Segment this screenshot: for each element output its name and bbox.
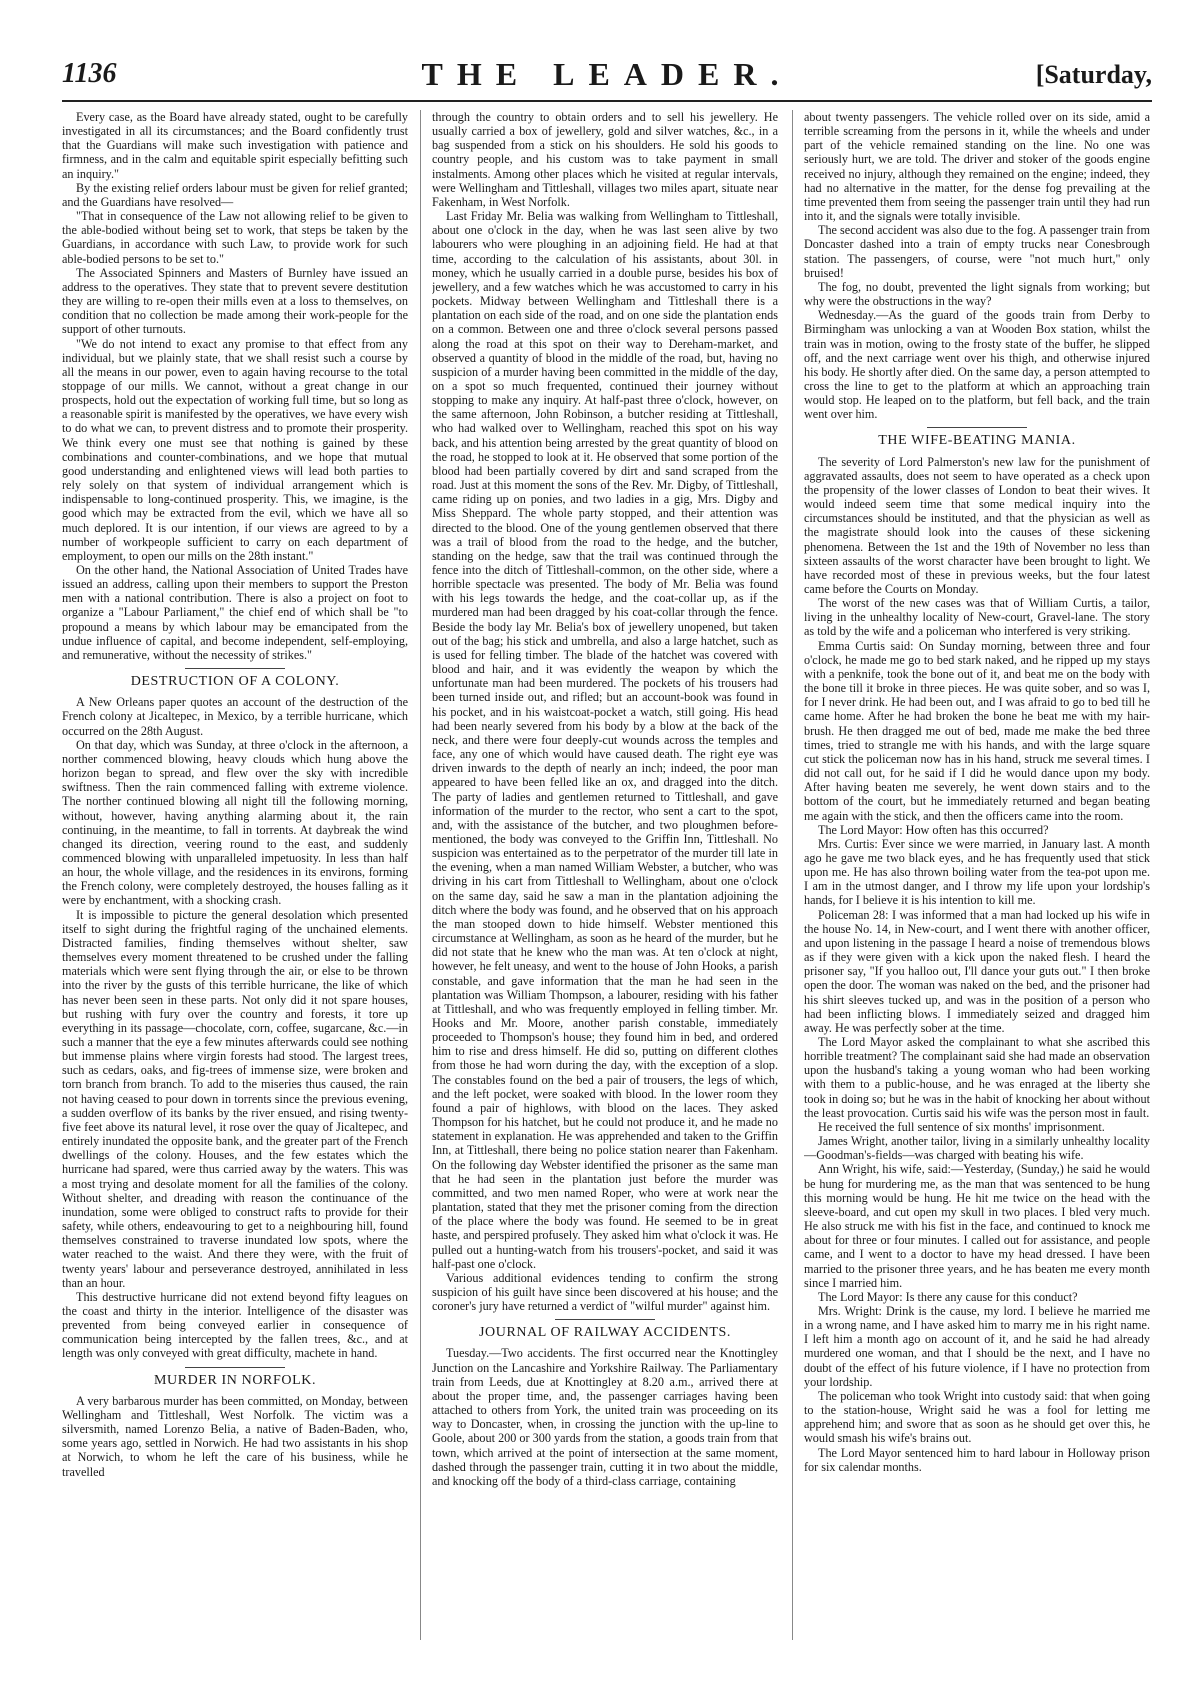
paragraph: He received the full sentence of six months' imprisonment.	[818, 1119, 1105, 1134]
newspaper-title: THE LEADER.	[421, 56, 793, 92]
paragraph: Emma Curtis said: On Sunday morning, between three and four o'clock, he made me go to bed stark naked, and he ripped up my stays with a penknife, took the bone out of it, and beat me on the body with the bone till it broke in three pieces. He was quite sober, and so was I, for I never drink. He had been out, and I was afraid to go to bed till he came home. After he had broken the bone he beat me with my hair-brush. He then dragged me out of bed, made me make the bed three times, tried to strangle me with his hands, and with the large square cut stick the policeman now has in his hand, struck me several times. I did not call out, for he said if I did he would dance upon my body. After having beaten me severely, he went down stairs and to the bottom of the court, but he immediately returned and began beating me again with the stick, and then the officers came into the room.	[804, 638, 1150, 823]
column-divider	[420, 110, 421, 1640]
paragraph: Mrs. Wright: Drink is the cause, my lord. I believe he married me in a wrong name, and I have asked him to marry me in his right name. I left him a month ago on account of it, and he said he had already murdered one woman, and that I should be the next, and I have no doubt of the effect of his future violence, if I have no protection from your lordship.	[804, 1303, 1150, 1389]
paragraph: The second accident was also due to the fog. A passenger train from Doncaster dashed into a train of empty trucks near Conesbrough station. The passengers, of course, were "not much hurt," only bruised!	[804, 223, 1150, 280]
paragraph: By the existing relief orders labour must be given for relief granted; and the Guardians have resolved—	[62, 180, 408, 209]
newspaper-page	[62, 56, 1152, 1656]
issue-day: [Saturday,	[1035, 60, 1152, 89]
paragraph: The Lord Mayor sentenced him to hard labour in Holloway prison for six calendar months.	[804, 1445, 1150, 1474]
paragraph: The severity of Lord Palmerston's new law for the punishment of aggravated assaults, does not seem to have operated as a check upon the propensity of the lower classes of London to beat their wives. It would indeed seem time that some medical inquiry into the circumstances should be instituted, and that the physician as well as the magistrate should look into the causes of these sickening phenomena. Between the 1st and the 19th of November no less than sixteen assaults of the worst character have been brought to light. We have recorded most of these in previous weeks, but the four latest came before the Courts on Monday.	[804, 454, 1150, 596]
paragraph: Last Friday Mr. Belia was walking from Wellingham to Tittleshall, about one o'clock in the day, when he was last seen alive by two labourers who were ploughing in an adjoining field. He had at that time, according to the calculation of his assistants, about 30l. in money, which he usually carried in a double purse, besides his box of jewellery, and a few watches which he was accustomed to carry in his pockets. Midway between Wellingham and Tittleshall there is a plantation on each side of the road, and on one side the plantation ends on a common. Between one and three o'clock several persons passed along the road at this spot on their way to Dereham-market, and observed a quantity of blood in the middle of the road, but, having no suspicion of a murder having been committed in the middle of the day, on a spot so much frequented, continued their journey without stopping to make any inquiry. At half-past three o'clock, however, on the same afternoon, John Robinson, a butcher residing at Tittleshall, who had walked over to Wellingham, reached this spot on his way back, and his attention being arrested by the great quantity of blood on the road, he stopped to look at it. He observed that some portion of the blood had been partially covered by dirt and sand scraped from the road. Just at this moment the sons of the Rev. Mr. Digby, of Tittleshall, came riding up on ponies, and two ladies in a gig, Mrs. Digby and Miss Sheppard. The whole party stopped, and their attention was directed to the blood. One of the young gentlemen observed that there was a trail of blood from the road to the hedge, and the butcher, standing on the hedge, saw that the trail was continued through the fence into the ditch of Tittleshall-common, on the other side, where a horrible spectacle was presented. The body of Mr. Belia was found with his legs towards the hedge, and the coat-collar up, as if the murdered man had been dragged by his coat-collar through the fence. Beside the body lay Mr. Belia's box of jewellery unopened, but taken out of the bag; his stick and umbrella, and also a large hatchet, such as is used for felling timber. The blade of the hatchet was covered with blood and hair, and it was evidently the weapon by which the unfortunate man had been murdered. The pockets of his trousers had been turned inside out, and rifled; but an account-book was found in his pocket, and in his waistcoat-pocket a watch, still going. His head had been nearly severed from his body by a blow at the back of the neck, and there were four deeply-cut wounds across the temples and face, any one of which would have caused death. The right eye was driven inwards to the depth of nearly an inch; indeed, the poor man appeared to have been felled like an ox, and dragged into the ditch. The party of ladies and gentlemen returned to Tittleshall, and gave information of the murder to the rector, who sent a cart to the spot, and, with the assistance of the butcher, and two ploughmen before-mentioned, the body was conveyed to the Griffin Inn, Tittleshall. No suspicion was entertained as to the perpetrator of the murder till late in the evening, when a man named William Webster, a butcher, who was driving in his cart from Tittleshall to Wellingham, about one o'clock on the same day, said he saw a man in the plantation adjoining the ditch where the body was found, and he observed that on his approach the man stooped down to hide himself. Webster mentioned this circumstance at Wellingham, as soon as he heard of the murder, but he did not state that he knew who the man was. At ten o'clock at night, however, he felt uneasy, and went to the house of John Hooks, a parish constable, and gave information that the man he had seen in the plantation was William Thompson, a labourer, residing with his father at Tittleshall, and who was frequently employed in felling timber. Mr. Hooks and Mr. Moore, another parish constable, immediately proceeded to Thompson's house; they found him in bed, and ordered him to rise and dress himself. He did so, putting on different clothes from those he had worn during the day, with the exception of a slop. The constables found on the bed a pair of trousers, the legs of which, and the left pocket, were soaked with blood. In the lower room they found a pair of highlows, with blood on the laces. They asked Thompson for his hatchet, but he could not produce it, and he made no statement in explanation. He was apprehended and taken to the Griffin Inn, at Tittleshall, there being no police station nearer than Fakenham. On the following day Webster identified the prisoner as the same man that he had seen in the plantation just before the murder was committed, and two men named Roper, who were at work near the plantation, stated that they met the prisoner coming from the direction of the place where the body was found. He seemed to be in great haste, and perspired profusely. They asked him what o'clock it was. He pulled out a hunting-watch from his trousers'-pocket, and said it was half-past one o'clock.	[432, 209, 778, 1271]
column-divider	[792, 110, 793, 1640]
column-2	[432, 110, 778, 1650]
paragraph: This destructive hurricane did not extend beyond fifty leagues on the coast and thirty in the interior. Intelligence of the disaster was prevented from being conveyed earlier in consequence of communication being intercepted by the fallen trees, &c., and at length was only conveyed with great difficulty, machete in hand.	[62, 1289, 408, 1361]
paragraph: Policeman 28: I was informed that a man had locked up his wife in the house No. 14, in New-court, and I went there with another officer, and upon listening in the passage I heard a noise of tremendous blows as if they were given with a kick upon the naked flesh. I heard the prisoner say, "If you halloo out, I'll dance your guts out." I then broke open the door. The woman was naked on the bed, and the prisoner had his shirt sleeves tucked up, and was in the position of a person who had been inflicting blows. I immediately seized and dragged him away. He was perfectly sober at the time.	[804, 907, 1150, 1035]
section-heading: DESTRUCTION OF A COLONY.	[130, 674, 340, 690]
paragraph: The Associated Spinners and Masters of Burnley have issued an address to the operatives. They state that to prevent severe destitution they are willing to re-open their mills even at a loss to themselves, on condition that no collection be made among their work-people for the support of other turnouts.	[62, 265, 408, 337]
paragraph: A New Orleans paper quotes an account of the destruction of the French colony at Jicaltepec, in Mexico, by a terrible hurricane, which occurred on the 28th August.	[62, 695, 408, 738]
paragraph: through the country to obtain orders and to sell his jewellery. He usually carried a box of jewellery, gold and silver watches, &c., in a bag suspended from a stick on his shoulders. He sold his goods to country people, and his custom was to take payment in small instalments. Among other places which he visited at regular intervals, were Wellingham and Tittleshall, villages two miles apart, situate near Fakenham, in West Norfolk.	[432, 110, 778, 209]
section-heading: MURDER IN NORFOLK.	[153, 1372, 317, 1388]
masthead	[62, 56, 1152, 98]
paragraph: The worst of the new cases was that of William Curtis, a tailor, living in the unhealthy locality of New-court, Gravel-lane. The story as told by the wife and a policeman who interfered is very striking.	[804, 596, 1150, 639]
paragraph: Tuesday.—Two accidents. The first occurred near the Knottingley Junction on the Lancashire and Yorkshire Railway. The Parliamentary train from Leeds, due at Knottingley at 8.20 a.m., arrived there at about the proper time, and, the passenger carriages having been attached to others from York, the united train was proceeding on its way to Doncaster, when, in crossing the junction with the up-line to Goole, about 200 or 300 yards from the station, a goods train from that town, which arrived at the point of intersection at the same moment, dashed through the passenger train, cutting it in two about the middle, and knocking off the body of a third-class carriage, containing	[432, 1346, 778, 1488]
paragraph: The Lord Mayor: Is there any cause for this conduct?	[818, 1289, 1078, 1304]
section-divider	[185, 668, 285, 669]
paragraph: Ann Wright, his wife, said:—Yesterday, (Sunday,) he said he would be hung for murdering me, as the man that was sentenced to be hung this morning would be hung. He hit me twice on the head with the sleeve-board, and cut open my skull in two places. I bled very much. He also struck me with his fist in the face, and continued to knock me about for three or four minutes. I called out for assistance, and people came, and I went to a doctor to have my head dressed. I have been married to the prisoner three years, and he has beaten me every month since I married him.	[804, 1162, 1150, 1290]
paragraph: On the other hand, the National Association of United Trades have issued an address, calling upon their members to support the Preston men with a national contribution. There is also a project on foot to organize a "Labour Parliament," the chief end of which shall be "to propound a means by which labour may be emancipated from the undue influence of capital, and become independent, self-employing, and remunerative, without the necessity of strikes."	[62, 563, 408, 662]
section-divider	[927, 427, 1027, 428]
masthead-rule	[62, 100, 1152, 102]
paragraph: A very barbarous murder has been committed, on Monday, between Wellingham and Tittleshall, West Norfolk. The victim was a silversmith, named Lorenzo Belia, a native of Baden-Baden, who, some years ago, settled in Norwich. He had two assistants in his shop at Norwich, to whom he left the care of his business, while he travelled	[62, 1393, 408, 1479]
column-3	[804, 110, 1150, 1650]
section-heading: JOURNAL OF RAILWAY ACCIDENTS.	[478, 1325, 732, 1341]
paragraph: The Lord Mayor asked the complainant to what she ascribed this horrible treatment? The complainant said she had made an observation upon the husband's taking a young woman who had been working with them to a public-house, and he was enraged at the liberty she took in doing so; but he was in the habit of knocking her about without the least provocation. Curtis said his wife was the person most in fault.	[804, 1035, 1150, 1120]
section-divider	[185, 1367, 285, 1368]
paragraph: The policeman who took Wright into custody said: that when going to the station-house, Wright said he was a fool for letting me apprehend him; and swore that as soon as he should get over this, he would smash his wife's brains out.	[804, 1388, 1150, 1446]
paragraph: The fog, no doubt, prevented the light signals from working; but why were the obstructions in the way?	[804, 279, 1150, 309]
paragraph: The Lord Mayor: How often has this occurred?	[818, 822, 1049, 837]
section-heading: THE WIFE-BEATING MANIA.	[878, 433, 1076, 449]
column-1	[62, 110, 408, 1650]
section-divider	[555, 1319, 655, 1320]
paragraph: James Wright, another tailor, living in a similarly unhealthy locality—Goodman's-fields—was charged with beating his wife.	[804, 1134, 1150, 1163]
page-number: 1136	[62, 58, 117, 89]
paragraph: On that day, which was Sunday, at three o'clock in the afternoon, a norther commenced blowing, heavy clouds which hung above the horizon began to spread, and flew over the sky with incredible swiftness. Then the rain commenced falling with extreme violence. The norther continued blowing all night till the following morning, without, however, having anything alarming about it, the rain continuing, in the meantime, to fall in torrents. At daybreak the wind changed its direction, veering round to the east, and suddenly commenced blowing with unparalleled impetuosity. In less than half an hour, the whole village, and the residences in its environs, forming the French colony, were completely destroyed, the houses falling as it were by enchantment, with a shocking crash.	[62, 737, 408, 908]
paragraph: Wednesday.—As the guard of the goods train from Derby to Birmingham was unlocking a van at Wooden Box station, whilst the train was in motion, owing to the frosty state of the buffer, he slipped off, and the next carriage went over his thigh, and otherwise injured his body. He shortly after died. On the same day, a person attempted to cross the line to get to the platform at which an approaching train would stop. He leaped on to the platform, but fell back, and the train went over him.	[804, 308, 1150, 422]
paragraph: It is impossible to picture the general desolation which presented itself to sight during the frightful raging of the unchained elements. Distracted families, finding themselves without shelter, saw themselves every moment threatened to be crushed under the falling materials which were sent flying through the air, or else to be thrown into the river by the gusts of this terrible hurricane, the like of which has never been seen in these parts. Not only did it not spare houses, but rushing with fury over the country and forests, it tore up everything in its passage—chocolate, corn, coffee, sugarcane, &c.—in such a manner that the eye a few minutes afterwards could see nothing but immense plains where virgin forests had stood. The largest trees, such as cedars, oaks, and fig-trees of immense size, were broken and torn branch from branch. To add to the miseries thus caused, the rain not having ceased to pour down in torrents since the previous evening, a sudden overflow of its banks by the river ensued, and rising twenty-five feet above its natural level, it rose over the quay of Jicaltepec, and entirely inundated the opposite bank, and the greater part of the French dwellings of the colony. Houses, and the few estates which the hurricane had spared, were thus carried away by the waters. This was a most trying and desolate moment for all the families of the colony. Without shelter, and dreading with reason the continuance of the inundation, some were obliged to construct rafts to provide for their safety, while others, endeavouring to get to a neighbouring hill, found themselves constrained to traverse inundated low spots, where the water reached to the waist. And there they were, with the fruit of twenty years' labour and perseverance destroyed, annihilated in less than an hour.	[62, 907, 408, 1290]
paragraph: Every case, as the Board have already stated, ought to be carefully investigated in all its circumstances; and the Board confidently trust that the Guardians will make such investigation with patience and firmness, and in the calm and equitable spirit especially befitting such an inquiry."	[62, 110, 408, 181]
paragraph: Mrs. Curtis: Ever since we were married, in January last. A month ago he gave me two black eyes, and he has frequently used that stick upon me. He has also thrown boiling water from the tea-pot upon me. I am in the utmost danger, and I throw my life upon your lordship's hands, for I believe it is his intention to kill me.	[804, 836, 1150, 908]
paragraph: "We do not intend to exact any promise to that effect from any individual, but we plainly state, that we shall resist such a course by all the means in our power, even to again having recourse to the total stoppage of our mills. We cannot, without a great change in our prospects, hold out the expectation of working full time, but so long as a reasonable spirit is manifested by the operatives, we have every wish to do what we can, to prevent distress and to promote their prosperity. We think every one must see that nothing is gained by these combinations and counter-combinations, and we hope that mutual good understanding and enlightened views will lead both parties to rely solely on that system of individual arrangement which is indispensable to long-continued prosperity. This, we imagine, is the good which may be extracted from the evil, which we have all so much deplored. It is our intention, if our views are agreed to by a number of workpeople sufficient to carry on each department of employment, to open our mills on the 28th instant."	[62, 336, 408, 563]
paragraph: about twenty passengers. The vehicle rolled over on its side, amid a terrible screaming from the persons in it, while the wheels and under part of the vehicle remained standing on the line. No one was seriously hurt, we are told. The driver and stoker of the goods engine received no injury, although they remained on the engine; indeed, they had no alternative in the matter, for the dense fog prevailing at the time prevented them from seeing the passenger train until they had run into it, and the signals were totally invisible.	[804, 110, 1150, 224]
paragraph: Various additional evidences tending to confirm the strong suspicion of his guilt have since been discovered at his house; and the coroner's jury have returned a verdict of "wilful murder" against him.	[432, 1270, 778, 1314]
paragraph: "That in consequence of the Law not allowing relief to be given to the able-bodied without being set to work, that steps be taken by the Guardians, in accordance with such Law, to provide work for such able-bodied persons to be set to."	[62, 209, 408, 266]
